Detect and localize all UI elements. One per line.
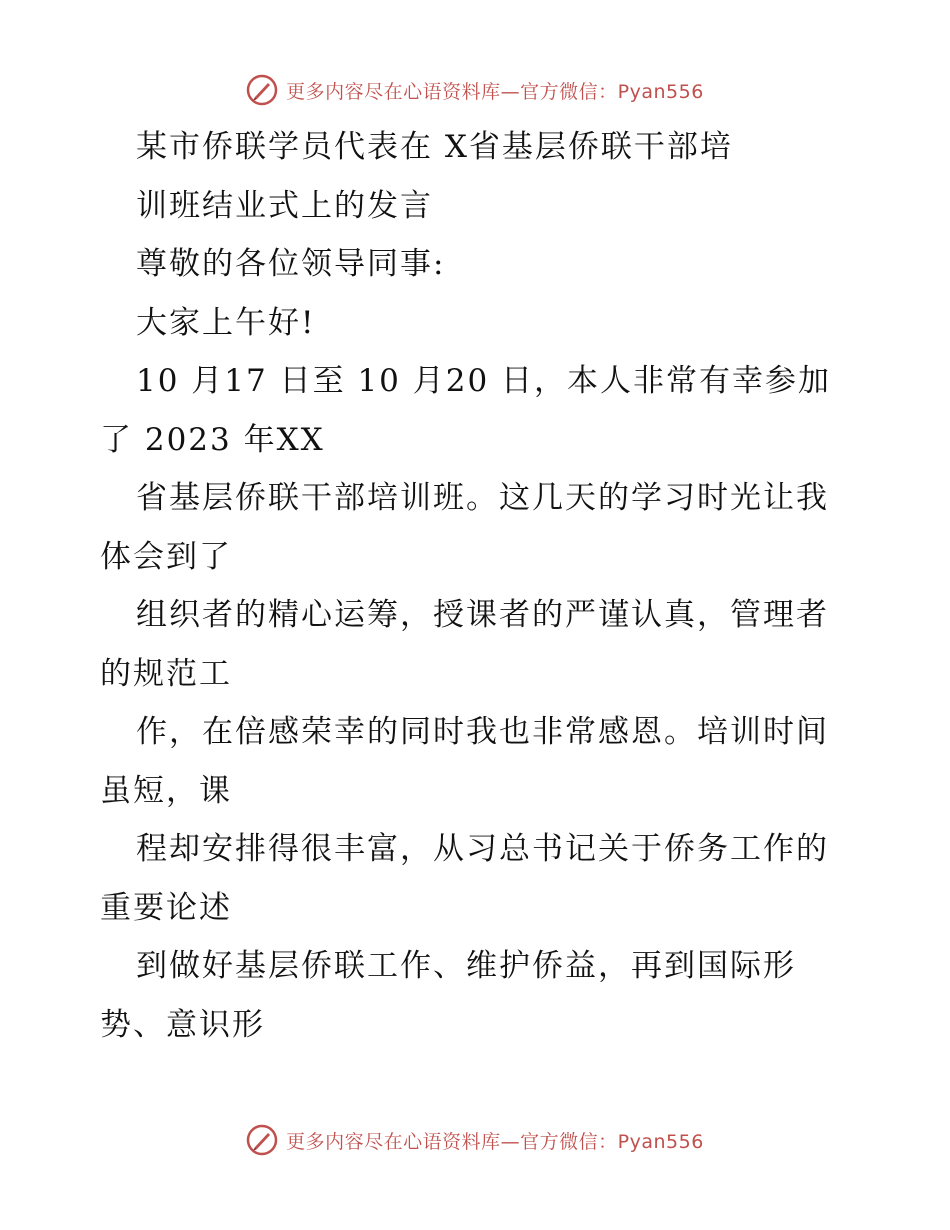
text-line: 的规范工 xyxy=(100,655,232,692)
document-body xyxy=(100,118,860,1054)
text-line: 重要论述 xyxy=(100,889,232,926)
text-line: 作，在倍感荣幸的同时我也非常感恩。培训时间 xyxy=(136,714,829,750)
footer-watermark xyxy=(0,1120,950,1160)
text-line: 组织者的精心运筹，授课者的严谨认真，管理者 xyxy=(136,597,829,633)
text-line: 势、意识形 xyxy=(100,1006,265,1043)
watermark-text: 更多内容尽在心语资料库—官方微信：Pyan556 xyxy=(286,1130,704,1153)
quill-logo-icon xyxy=(246,1124,278,1156)
text-line: 某市侨联学员代表在 X省基层侨联干部培 xyxy=(136,129,733,165)
text-line: 省基层侨联干部培训班。这几天的学习时光让我 xyxy=(136,480,829,516)
header-watermark xyxy=(0,70,950,110)
text-line: 了 2023 年XX xyxy=(100,421,325,458)
text-line: 尊敬的各位领导同事: xyxy=(136,246,446,282)
watermark-text: 更多内容尽在心语资料库—官方微信：Pyan556 xyxy=(286,80,704,103)
text-line: 体会到了 xyxy=(100,538,232,575)
text-line: 程却安排得很丰富，从习总书记关于侨务工作的 xyxy=(136,831,829,867)
text-line: 到做好基层侨联工作、维护侨益，再到国际形 xyxy=(136,948,796,984)
quill-logo-icon xyxy=(246,74,278,106)
text-line: 大家上午好! xyxy=(136,304,316,341)
text-line: 虽短，课 xyxy=(100,772,232,809)
text-line: 训班结业式上的发言 xyxy=(136,187,433,224)
text-line: 10 月17 日至 10 月20 日，本人非常有幸参加 xyxy=(136,363,832,399)
